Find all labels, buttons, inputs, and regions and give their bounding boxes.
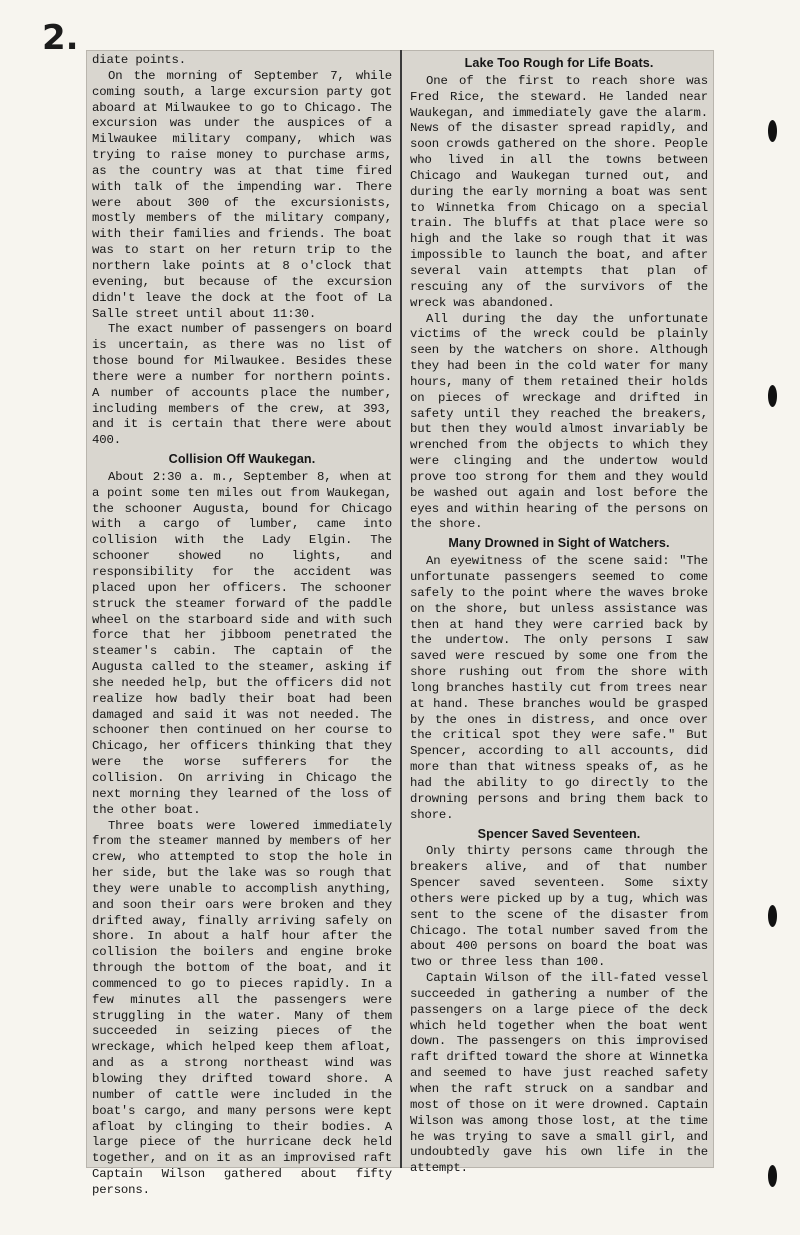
binding-hole-mark (768, 905, 777, 927)
newspaper-clipping (86, 50, 714, 1197)
paragraph: An eyewitness of the scene said: "The unfortunate passengers seemed to come safely to the point where the waves broke on the shore, but unless assistance was then at hand they were carried back by the undertow. The only persons I saw saved were rescued by some one from the shore rushing out from the shore with long branches hastily cut from trees near at hand. These branches would be grasped by the ones in distress, and once over the critical spot they were safe." But Spencer, according to all accounts, did more than that witness speaks of, as he had the ability to go directly to the drowning persons and bring them back to shore. (410, 554, 708, 822)
section-heading: Lake Too Rough for Life Boats. (464, 56, 654, 70)
section-heading: Many Drowned in Sight of Watchers. (448, 536, 670, 551)
paragraph: About 2:30 a. m., September 8, when at a point some ten miles out from Waukegan, the schooner Augusta, bound for Chicago with a cargo of lumber, came into collision with the Lady Elgin. The schooner showed no lights, and responsibility for the accident was placed upon her officers. The schooner struck the steamer forward of the paddle wheel on the starboard side and with such force that her jibboom penetrated the steamer's cabin. The captain of the Augusta called to the steamer, asking if she needed help, but the officers did not realize how badly their boat had been damaged and said it was not needed. The schooner then continued on her course to Chicago, her officers thinking that they were the worse sufferers for the collision. On arriving in Chicago the next morning they learned of the loss of the other boat. (92, 469, 392, 817)
paragraph: All during the day the unfortunate victims of the wreck could be plainly seen by the watchers on shore. Although they had been in the cold water for many hours, many of them retained their holds on pieces of wreckage and drifted in safety until they reached the breakers, but then they would almost invariably be wrenched from the objects to which they were clinging and the undertow would prove too strong for them and they would be washed out again and lost before the eyes and within hearing of the persons on the shore. (410, 311, 708, 532)
page-number: 2. (42, 18, 79, 58)
paragraph: diate points. (92, 53, 186, 67)
section-heading: Collision Off Waukegan. (168, 452, 316, 467)
binding-hole-mark (768, 1165, 777, 1187)
column-divider (400, 50, 402, 1168)
right-column (404, 50, 714, 1176)
paragraph: Three boats were lowered immediately from the steamer manned by members of her crew, who attempted to stop the hole in her side, but the lake was so rough that they were unable to accomplish anything, and soon their oars were broken and they drifted away, finally arriving safely on shore. In about a half hour after the collision the boilers and engine broke through the bottom of the boat, and it commenced to go to pieces rapidly. In a few minutes all the passengers were struggling in the water. Many of them succeeded in seizing pieces of the wreckage, which helped keep them afloat, and as a strong northeast wind was blowing they drifted toward shore. A number of cattle were included in the boat's cargo, and many persons were kept afloat by clinging to their bodies. A large piece of the hurricane deck held together, and on it as an improvised raft Captain Wilson gathered about fifty persons. (92, 818, 392, 1197)
left-column (86, 50, 398, 1197)
paragraph: On the morning of September 7, while coming south, a large excursion party got aboard at Milwaukee to go to Chicago. The excursion was under the auspices of a Milwaukee military company, which was trying to raise money to purchase arms, as the country was at that time fired with talk of the impending war. There were about 300 of the excursionists, mostly members of the military company, with their families and friends. The boat was to start on her return trip to the northern lake points at 8 o'clock that evening, but because of the excursion didn't leave the dock at the foot of La Salle street until about 11:30. (92, 68, 392, 321)
paragraph: The exact number of passengers on board is uncertain, as there was no list of those bound for Milwaukee. Besides these there were a number for northern points. A number of accounts place the number, including members of the crew, at 393, and it is certain that there were about 400. (92, 322, 392, 448)
binding-hole-mark (768, 120, 777, 142)
paragraph: Only thirty persons came through the breakers alive, and of that number Spencer saved seventeen. Some sixty others were picked up by a tug, which was sent to the scene of the disaster from Chicago. The total number saved from the about 400 persons on board the boat was two or three less than 100. (410, 844, 708, 970)
paragraph: One of the first to reach shore was Fred Rice, the steward. He landed near Waukegan, and immediately gave the alarm. News of the disaster spread rapidly, and soon crowds gathered on the shore. People who lived in all the towns between Chicago and Waukegan turned out, and during the early morning a boat was sent to Winnetka from Chicago on a special train. The bluffs at that place were so high and the lake so rough that it was impossible to launch the boat, and after several vain attempts that plan of rescuing any of the survivors of the wreck was abandoned. (410, 73, 708, 310)
paragraph: Captain Wilson of the ill-fated vessel succeeded in gathering a number of the passengers on a large piece of the deck which held together when the boat went down. The passengers on this improvised raft drifted toward the shore at Winnetka and seemed to have just reached safety when the raft struck on a sandbar and most of those on it were drowned. Captain Wilson was among those lost, at the time he was trying to save a small girl, and undoubtedly gave his own life in the attempt. (410, 971, 708, 1176)
section-heading: Spencer Saved Seventeen. (477, 826, 641, 841)
binding-hole-mark (768, 385, 777, 407)
